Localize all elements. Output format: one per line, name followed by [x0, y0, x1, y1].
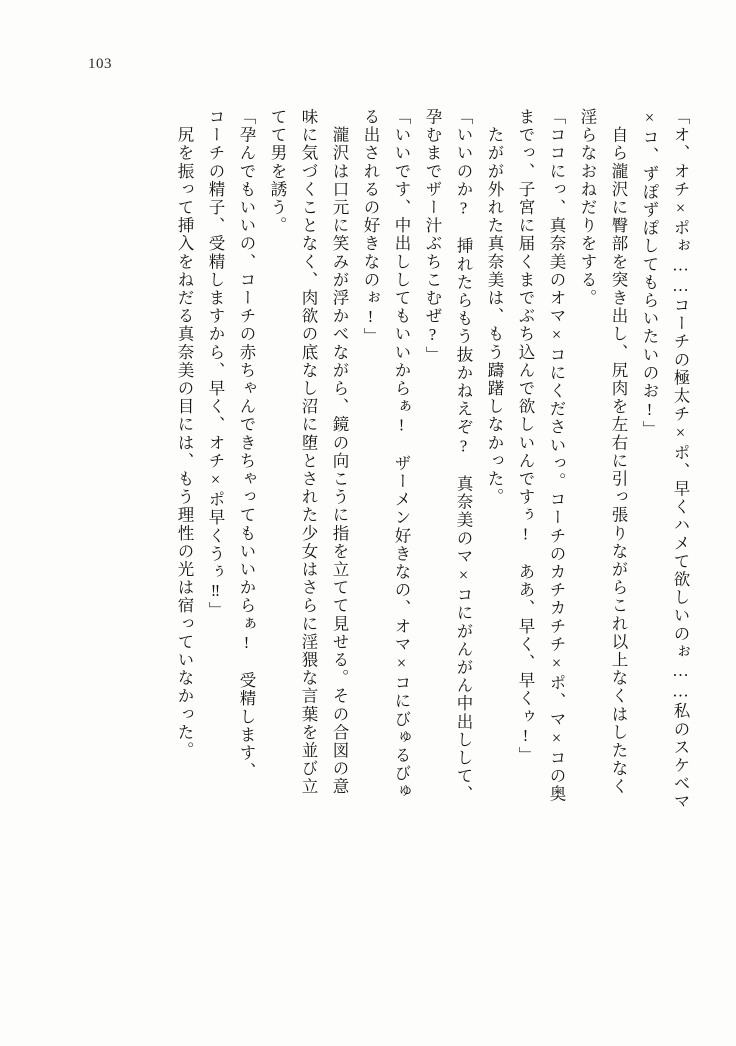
text-line: 自ら瀧沢に臀部を突き出し、尻肉を左右に引っ張りながらこれ以上なくはしたなく — [609, 108, 628, 796]
text-line: たがが外れた真奈美は、もう躊躇しなかった。 — [485, 108, 504, 507]
text-line: 孕むまでザー汁ぶちこむぜ?」 — [423, 108, 442, 364]
text-line: る出されるの好きなのぉ!」 — [361, 108, 380, 346]
text-line: 味に気づくことなく、肉欲の底なし沼に堕とされた少女はさらに淫猥な言葉を並び立 — [299, 108, 318, 796]
text-line: コーチの精子、受精しますから、早く、オチ×ポ早くうぅ‼」 — [206, 108, 225, 620]
text-line: 淫らなおねだりをする。 — [578, 108, 597, 308]
text-line: ×コ、ずぽずぽしてもらいたいのお!」 — [640, 108, 659, 439]
text-line: てて男を誘う。 — [268, 108, 287, 235]
page-number: 103 — [88, 56, 112, 72]
text-line: 「オ、オチ×ポぉ……コーチの極太チ×ポ、早くハメて欲しいのぉ……私のスケベマ — [671, 108, 690, 811]
text-line: 「いいのか? 挿れたらもう抜かねえぞ? 真奈美のマ×コにがんがん中出しして、 — [454, 108, 473, 804]
vertical-text-body — [48, 108, 688, 898]
text-line: までっ、子宮に届くまでぶち込んで欲しいんですぅ! ああ、早く、早くゥ!」 — [516, 108, 535, 765]
text-line: 「いいです、中出ししてもいいからぁ! ザーメン好きなの、オマ×コにびゅるびゅ — [392, 108, 411, 801]
text-line: 瀧沢は口元に笑みが浮かべながら、鏡の向こうに指を立てて見せる。その合図の意 — [330, 108, 349, 796]
text-line: 「孕んでもいいの、コーチの赤ちゃんできちゃってもいいからぁ! 受精します、 — [237, 108, 256, 781]
text-line: 尻を振って挿入をねだる真奈美の目には、もう理性の光は宿っていなかった。 — [175, 108, 194, 760]
text-line: 「ココにっ、真奈美のオマ×コにくださいっ。コーチのカチカチチ×ポ、マ×コの奥 — [547, 108, 566, 804]
